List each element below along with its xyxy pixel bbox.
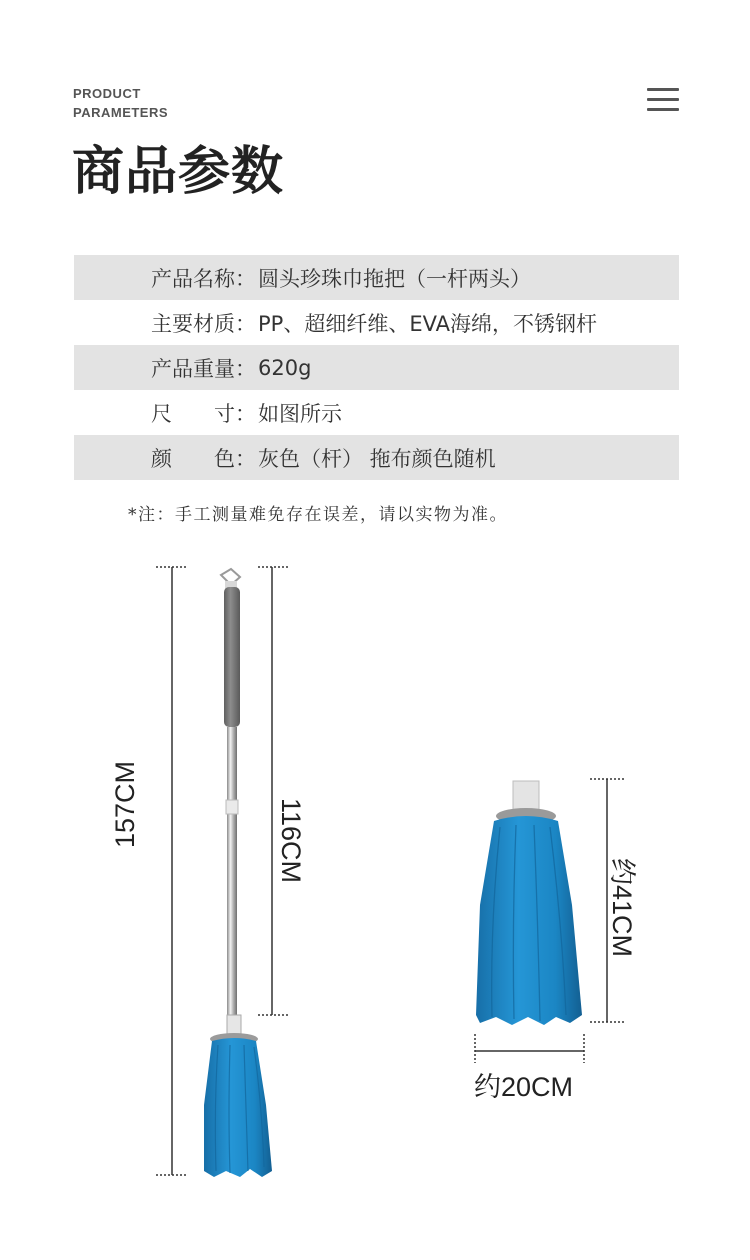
param-value: 圆头珍珠巾拖把（一杆两头） [258,266,531,291]
param-row-weight [74,345,679,390]
total-length-label: 157CM [110,760,140,848]
param-value: 如图所示 [258,401,342,426]
product-dimension-figure [0,545,750,1195]
param-row-size [74,390,679,435]
parameter-table [74,255,679,480]
page-title: 商品参数 [72,142,285,202]
mop-head [476,781,582,1025]
param-label: 颜 色： [151,446,256,471]
pole-length-dimension-line [258,567,290,1015]
total-length-dimension-line [156,567,188,1175]
param-row-color [74,435,679,480]
subtitle-line-1: PRODUCT [73,86,141,101]
measurement-note: *注：手工测量难免存在误差，请以实物为准。 [128,505,508,525]
param-label: 产品重量： [151,356,256,381]
head-length-label: 约41CM [607,858,637,958]
param-value: 620g [258,355,312,380]
param-value: PP、超细纤维、EVA海绵，不锈钢杆 [258,311,597,336]
head-width-label: 约20CM [474,1072,574,1102]
product-parameters-label [73,84,168,122]
param-label: 主要材质： [151,311,256,336]
head-width-dimension-line [475,1034,584,1063]
subtitle-line-2: PARAMETERS [73,105,169,120]
param-row-material [74,300,679,345]
mop-with-pole [204,569,272,1177]
param-row-name [74,255,679,300]
hamburger-menu-icon[interactable] [647,88,679,112]
param-label: 尺 寸： [151,401,256,426]
param-label: 产品名称： [151,266,256,291]
pole-length-label: 116CM [276,798,306,884]
param-value: 灰色（杆） 拖布颜色随机 [258,446,496,471]
